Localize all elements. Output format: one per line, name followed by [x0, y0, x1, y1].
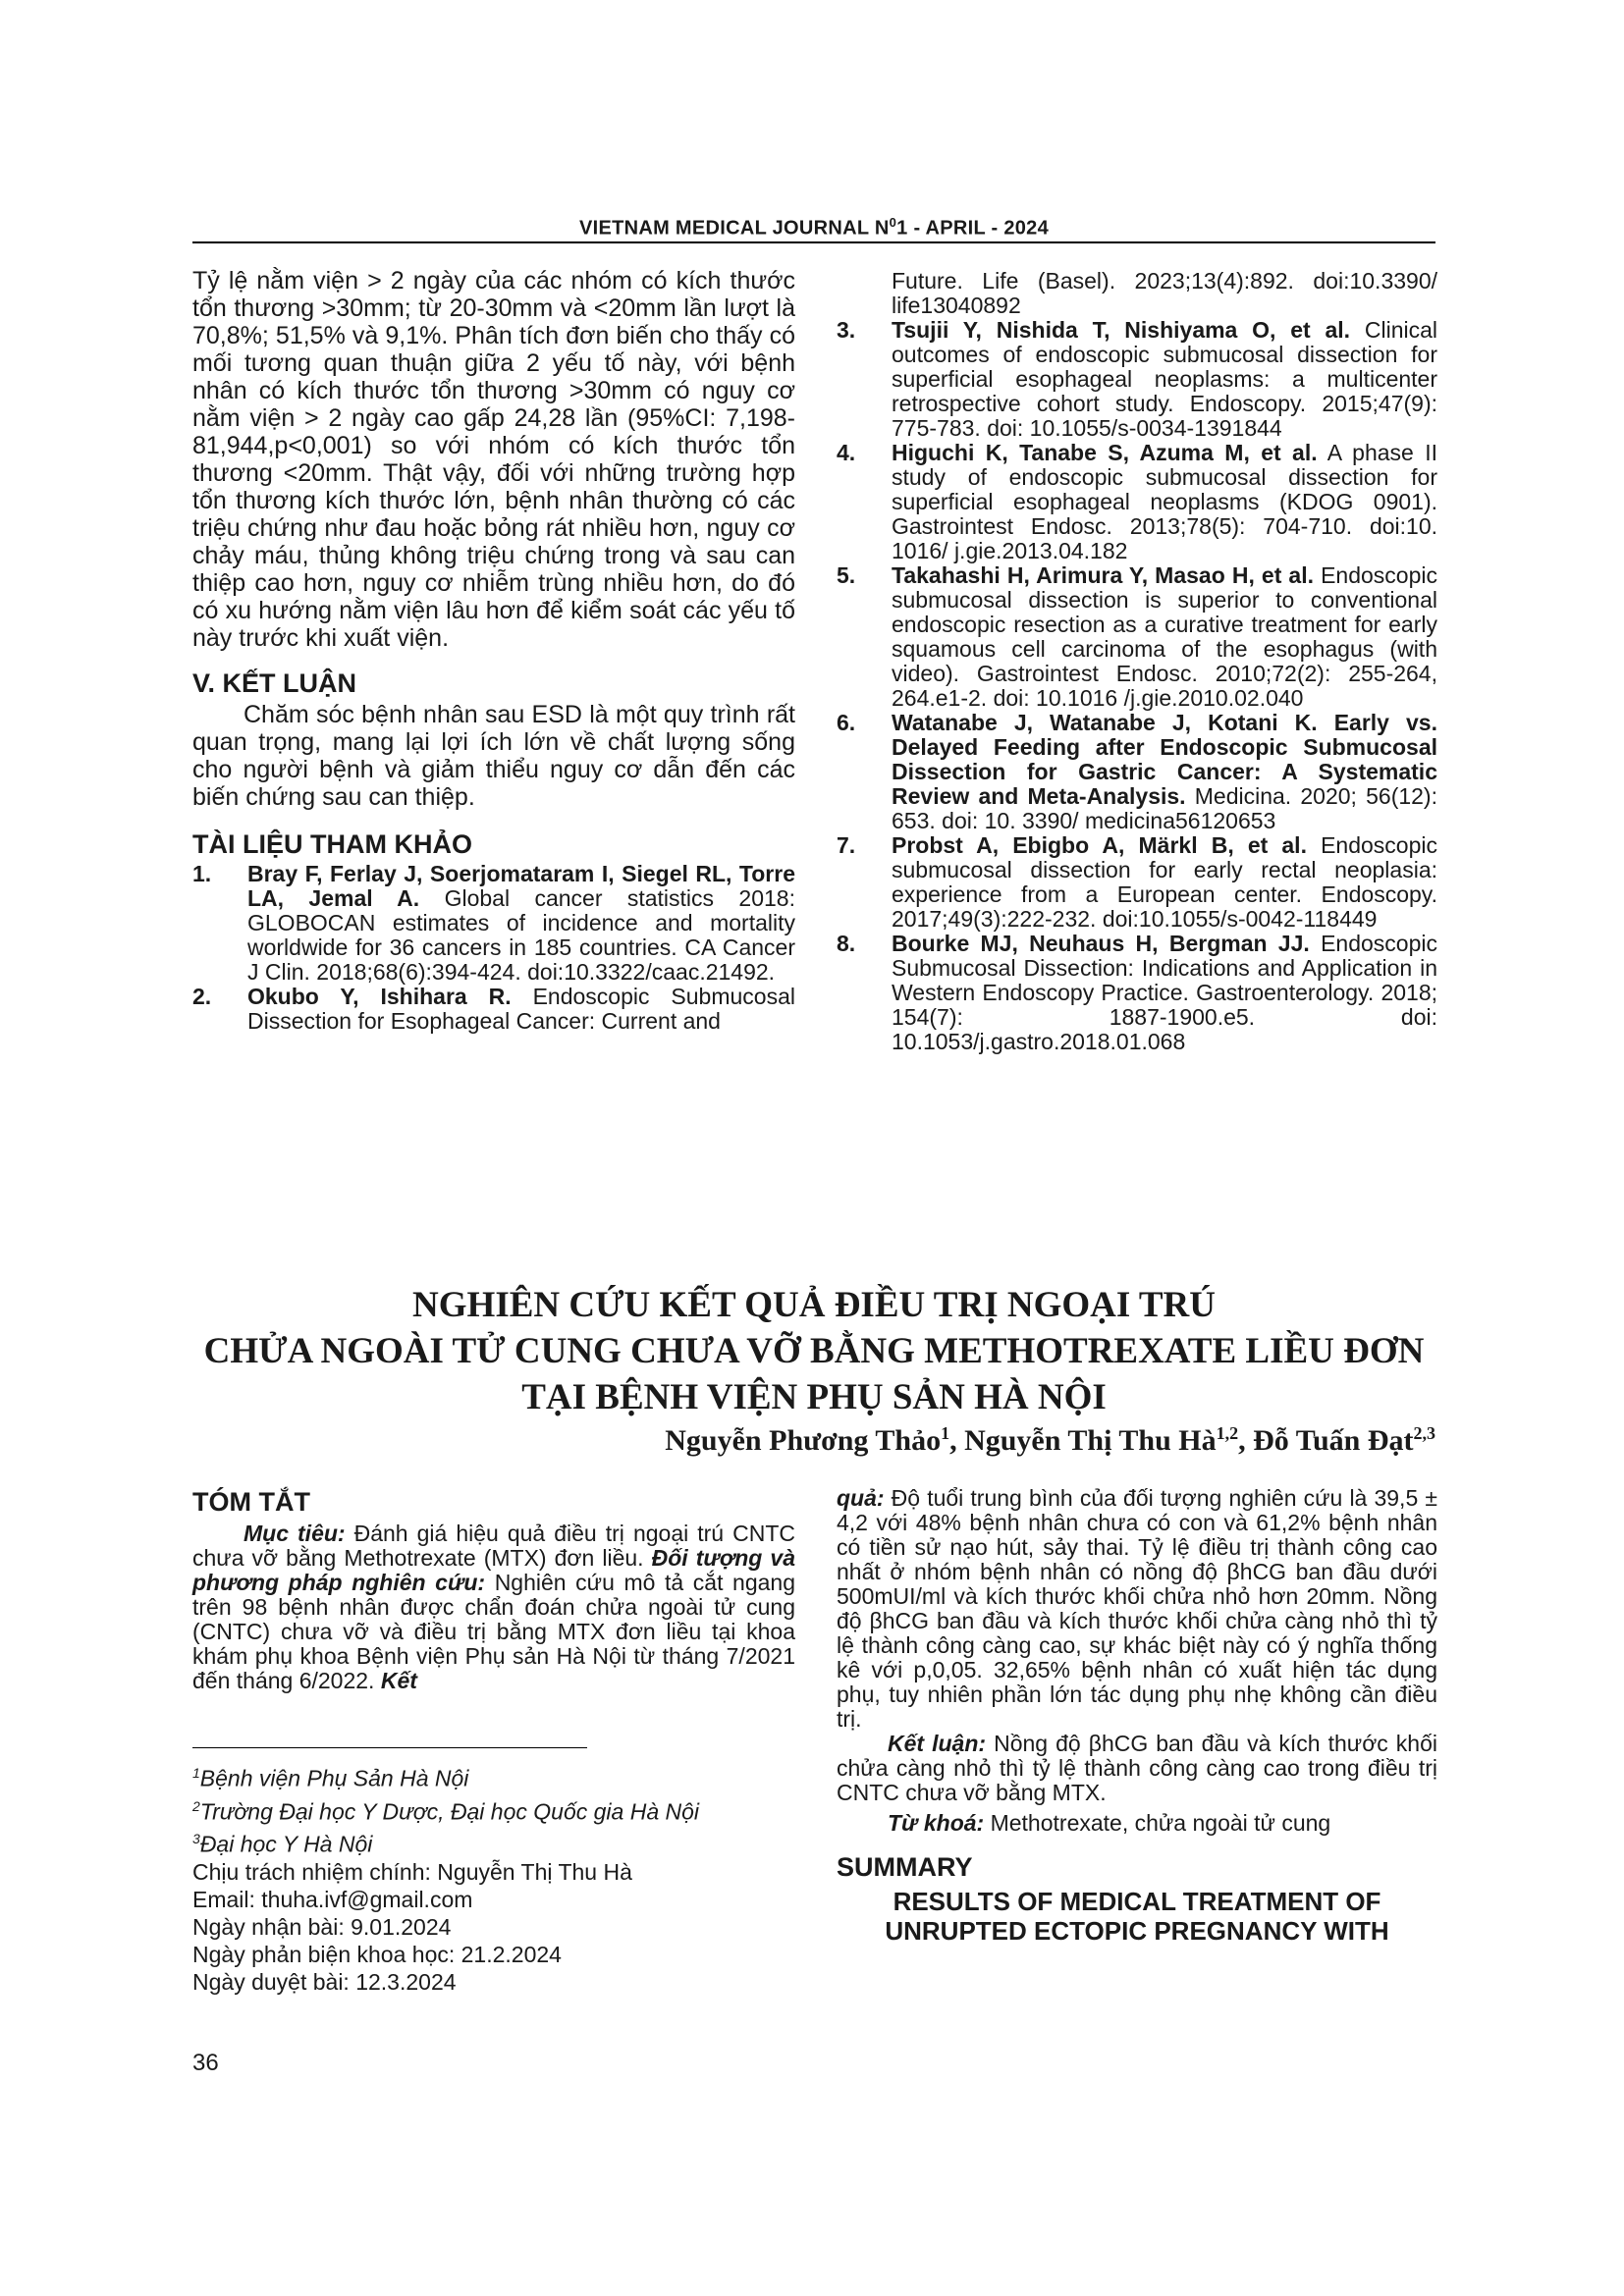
author-name: Nguyễn Phương Thảo — [665, 1424, 942, 1457]
affiliation-1 — [192, 1759, 742, 1792]
issue-superscript: 0 — [889, 215, 897, 230]
keywords-text: Methotrexate, chửa ngoài tử cung — [984, 1810, 1331, 1836]
methods-text: Nghiên cứu mô tả cắt ngang trên 98 bệnh nhân được chẩn đoán chửa ngoài tử cung (CNTC) chưa vỡ và điều trị bằng MTX đơn liều tại khoa khám phụ khoa Bệnh viện Phụ sản Hà Nội từ tháng 7/2021 đến tháng 6/2022. — [192, 1570, 796, 1693]
reference-number: 2. — [192, 984, 212, 1009]
conclusion-paragraph: Chăm sóc bệnh nhân sau ESD là một quy trình rất quan trọng, mang lại lợi ích lớn về chất lượng sống cho người bệnh và giảm thiểu nguy cơ dẫn đến các biến chứng sau can thiệp. — [192, 701, 795, 811]
summary-title — [837, 1887, 1437, 1946]
footnotes — [192, 1759, 742, 1996]
abstract-conclusion — [837, 1732, 1437, 1805]
reference-authors: Higuchi K, Tanabe S, Azuma M, et al. — [892, 440, 1318, 465]
reference-item — [837, 318, 1437, 441]
summary-heading: SUMMARY — [837, 1852, 973, 1882]
references-heading: TÀI LIỆU THAM KHẢO — [192, 829, 472, 859]
running-header — [192, 215, 1435, 240]
reference-text: Clinical outcomes of endoscopic submucosal dissection for superficial esophageal neoplasms: a multicenter retrospective cohort study. Endoscopy. 2015;47(9): 775-783. doi: 10.1055/s-0034-1391844 — [892, 317, 1437, 441]
article-title — [192, 1282, 1435, 1420]
author-name: , Đỗ Tuấn Đạt — [1238, 1424, 1414, 1457]
title-line: TẠI BỆNH VIỆN PHỤ SẢN HÀ NỘI — [521, 1377, 1107, 1417]
affiliation-marker: 1 — [192, 1765, 200, 1781]
keywords-label: Từ khoá: — [888, 1810, 985, 1836]
reference-item-continued — [837, 269, 1437, 318]
reference-item — [192, 985, 795, 1034]
affiliation-2 — [192, 1792, 742, 1826]
abstract-body — [192, 1522, 795, 1693]
affiliation-marker: 2 — [192, 1797, 200, 1814]
reference-number: 1. — [192, 861, 212, 886]
objective-text: Đánh giá hiệu quả điều trị ngoại trú CNTC chưa vỡ bằng Methotrexate (MTX) đơn liều. — [192, 1521, 795, 1571]
reference-authors: Probst A, Ebigbo A, Märkl B, et al. — [892, 832, 1307, 858]
keywords — [837, 1811, 1437, 1836]
affiliation-text: Bệnh viện Phụ Sản Hà Nội — [199, 1765, 469, 1791]
abstract-left — [192, 1486, 795, 1693]
reference-text: A phase II study of endoscopic submucosal dissection for superficial esophageal neoplasms (KDOG 0901). Gastrointest Endosc. 2013;78(5): 704-710. doi:10. 1016/ j.gie.2013.04.182 — [892, 440, 1437, 563]
reference-authors: Watanabe J, Watanabe J, Kotani K. Early vs. Delayed Feeding after Endoscopic Submucosal Dissection for Gastric Cancer: A Systematic Review and Meta-Analysis. — [892, 710, 1437, 809]
accepted-date: Ngày duyệt bài: 12.3.2024 — [192, 1968, 457, 1995]
discussion-paragraph: Tỷ lệ nằm viện > 2 ngày của các nhóm có kích thước tổn thương >30mm; từ 20-30mm và <20mm lần lượt là 70,8%; 51,5% và 9,1%. Phân tích đơn biến cho thấy có mối tương quan thuận giữa 2 yếu tố này, với bệnh nhân có kích thước tổn thương >30mm có nguy cơ nằm viện > 2 ngày cao gấp 24,28 lần (95%CI: 7,198-81,944,p<0,001) so với nhóm có kích thước tổn thương <20mm. Thật vậy, đối với những trường hợp tổn thương kích thước lớn, bệnh nhân thường có các triệu chứng như đau hoặc bỏng rát nhiều hơn, nguy cơ chảy máu, thủng không triệu chứng trong và sau can thiệp cao hơn, nguy cơ nhiễm trùng nhiều hơn, do đó có xu hướng nằm viện lâu hơn để kiểm soát các yếu tố này trước khi xuất viện. — [192, 267, 795, 652]
reference-authors: Bray F, Ferlay J, Soerjomataram I, Siegel RL, Torre LA, Jemal A. — [247, 861, 795, 911]
reference-text: Global cancer statistics 2018: GLOBOCAN estimates of incidence and mortality worldwide for 36 cancers in 185 countries. CA Cancer J Clin. 2018;68(6):394-424. doi:10.3322/caac.21492. — [247, 885, 795, 985]
abstract-right — [837, 1486, 1437, 1946]
reference-authors: Takahashi H, Arimura Y, Masao H, et al. — [892, 562, 1315, 588]
right-column — [837, 269, 1437, 1054]
summary-title-line: UNRUPTED ECTOPIC PREGNANCY WITH — [885, 1916, 1389, 1946]
reference-number: 5. — [837, 562, 856, 588]
affiliation-text: Đại học Y Hà Nội — [199, 1831, 373, 1857]
journal-name: VIETNAM MEDICAL JOURNAL N — [578, 217, 890, 240]
objective-label: Mục tiêu: — [244, 1521, 346, 1546]
reference-authors: Okubo Y, Ishihara R. — [247, 984, 512, 1009]
methods-label: Đối tượng và phương pháp nghiên cứu: — [192, 1545, 795, 1595]
reference-number: 7. — [837, 832, 856, 858]
reference-authors: Bourke MJ, Neuhaus H, Bergman JJ. — [892, 931, 1310, 956]
references-list-left — [192, 862, 795, 1034]
conclusion-text: Nồng độ βhCG ban đầu và kích thước khối chửa càng nhỏ thì tỷ lệ thành công càng cao trong điều trị CNTC chưa vỡ bằng MTX. — [837, 1731, 1438, 1805]
reference-item — [837, 563, 1437, 711]
results-text: Độ tuổi trung bình của đối tượng nghiên cứu là 39,5 ± 4,2 với 48% bệnh nhân chưa có con và 61,2% bệnh nhân có tiền sử nạo hút, sảy thai. Tỷ lệ điều trị thành công cao nhất ở nhóm bệnh nhân có nồng độ βhCG ban đầu dưới 500mUI/ml và kích thước khối chửa nhỏ hơn 20mm. Nồng độ βhCG ban đầu và kích thước khối chửa càng nhỏ thì tỷ lệ thành công càng cao, sự khác biệt này có ý nghĩa thống kê với p,0,05. 32,65% bệnh nhân có xuất hiện tác dụng phụ, tuy nhiên phần lớn tác dụng phụ nhẹ không cần điều trị. — [837, 1485, 1437, 1732]
reference-number: 8. — [837, 931, 856, 956]
title-line: NGHIÊN CỨU KẾT QUẢ ĐIỀU TRỊ NGOẠI TRÚ — [412, 1285, 1216, 1325]
responsible-author: Chịu trách nhiệm chính: Nguyễn Thị Thu Hà — [192, 1858, 632, 1885]
header-rule — [192, 241, 1435, 243]
reference-item — [837, 711, 1437, 833]
results-label: Kết — [380, 1668, 417, 1693]
affiliation-3 — [192, 1825, 742, 1858]
issue-date: 1 - APRIL - 2024 — [896, 217, 1050, 240]
title-line: CHỬA NGOÀI TỬ CUNG CHƯA VỠ BẰNG METHOTREXATE LIỀU ĐƠN — [203, 1331, 1425, 1371]
author-affiliation: 2,3 — [1413, 1423, 1435, 1443]
contact-email: Email: thuha.ivf@gmail.com — [192, 1886, 473, 1912]
affiliation-marker: 3 — [192, 1831, 200, 1847]
author-affiliation: 1,2 — [1216, 1423, 1239, 1443]
footnote-rule — [192, 1747, 587, 1748]
abstract-body-continued — [837, 1486, 1437, 1732]
conclusion-heading: V. KẾT LUẬN — [192, 668, 357, 698]
reference-item — [837, 441, 1437, 563]
left-column — [192, 267, 795, 1034]
reference-text: Endoscopic submucosal dissection is superior to conventional endoscopic resection as a curative treatment for early squamous cell carcinoma of the esophagus (with video). Gastrointest Endosc. 2010;72(2): 255-264, 264.e1-2. doi: 10.1016 /j.gie.2010.02.040 — [892, 562, 1437, 711]
author-name: , Nguyễn Thị Thu Hà — [949, 1424, 1217, 1457]
reference-item — [837, 932, 1437, 1054]
reference-authors: Tsujii Y, Nishida T, Nishiyama O, et al. — [892, 317, 1351, 343]
conclusion-label: Kết luận: — [888, 1731, 987, 1756]
author-affiliation: 1 — [941, 1423, 950, 1443]
reference-item — [837, 833, 1437, 932]
reference-number: 3. — [837, 317, 856, 343]
reviewed-date: Ngày phản biện khoa học: 21.2.2024 — [192, 1941, 562, 1967]
reference-text: Endoscopic Submucosal Dissection for Esophageal Cancer: Current and — [247, 984, 795, 1034]
reference-item — [192, 862, 795, 985]
reference-number: 6. — [837, 710, 856, 735]
author-list — [665, 1423, 1435, 1458]
results-label-continued: quả: — [837, 1485, 885, 1511]
page-number: 36 — [192, 2050, 219, 2076]
reference-text: Medicina. 2020; 56(12): 653. doi: 10. 3390/ medicina56120653 — [892, 783, 1437, 833]
affiliation-text: Trường Đại học Y Dược, Đại học Quốc gia Hà Nội — [199, 1798, 700, 1825]
received-date: Ngày nhận bài: 9.01.2024 — [192, 1913, 452, 1940]
abstract-heading: TÓM TẮT — [192, 1487, 310, 1517]
summary-title-line: RESULTS OF MEDICAL TREATMENT OF — [893, 1887, 1381, 1916]
reference-text: Endoscopic submucosal dissection for early rectal neoplasia: experience from a European center. Endoscopy. 2017;49(3):222-232. doi:10.1055/s-0042-118449 — [892, 832, 1437, 932]
reference-text: Endoscopic Submucosal Dissection: Indications and Application in Western Endoscopy Practice. Gastroenterology. 2018; 154(7): 1887-1900.e5. doi: 10.1053/j.gastro.2018.01.068 — [892, 931, 1437, 1054]
reference-number: 4. — [837, 440, 856, 465]
reference-text: Future. Life (Basel). 2023;13(4):892. doi:10.3390/ life13040892 — [892, 268, 1437, 318]
